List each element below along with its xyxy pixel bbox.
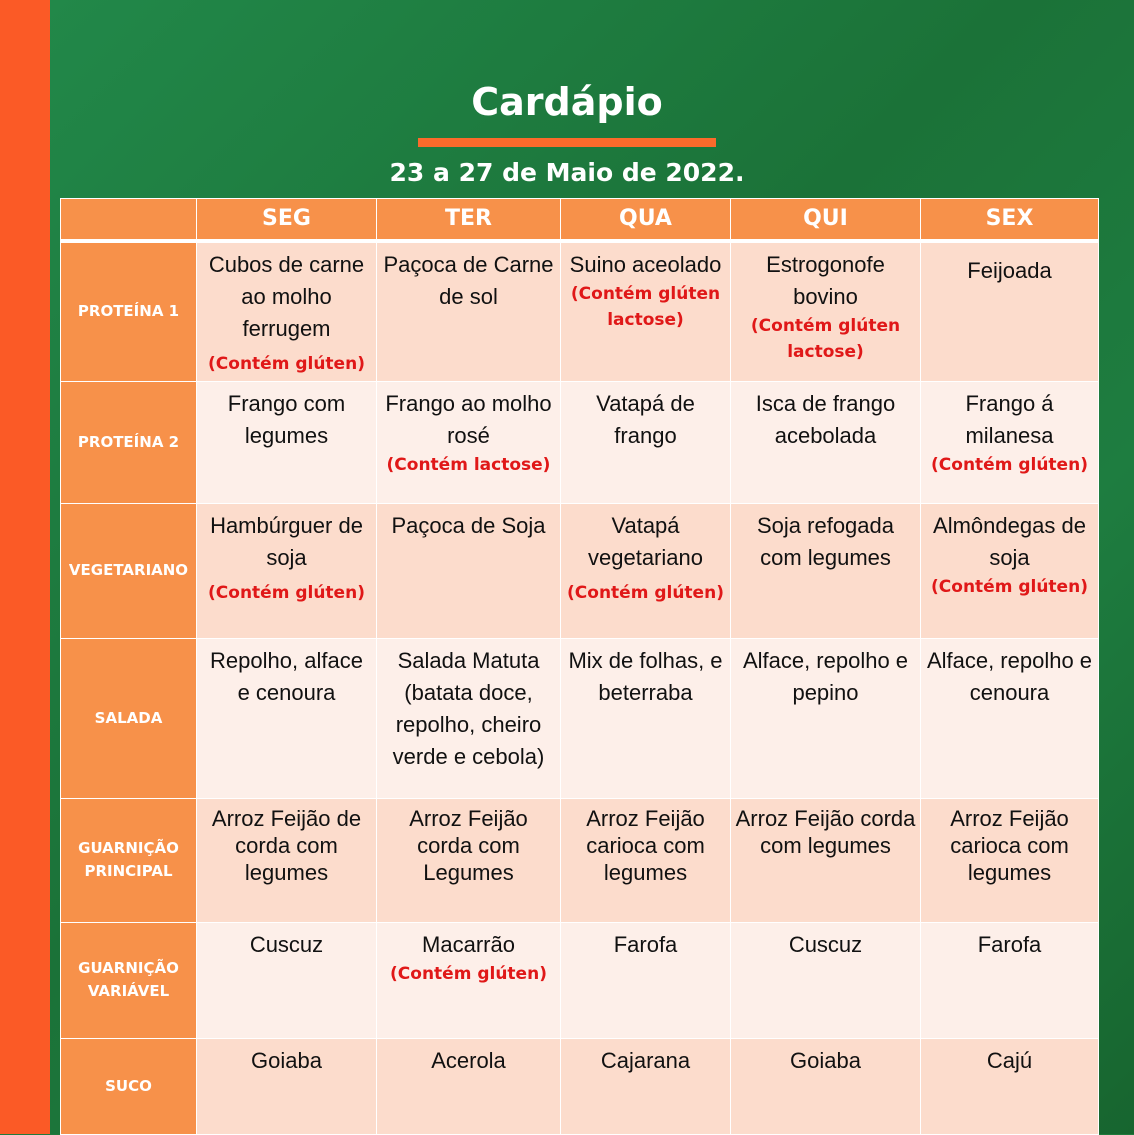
menu-cell <box>561 381 731 503</box>
dish-text: Hambúrguer de soja <box>210 512 363 570</box>
menu-cell <box>921 1038 1099 1134</box>
dish-text: Mix de folhas, e beterraba <box>568 647 723 705</box>
date-range: 23 a 27 de Maio de 2022. <box>389 158 745 187</box>
table-row <box>61 241 1099 381</box>
dish-text: Vatapá de frango <box>596 390 695 448</box>
table-row <box>61 638 1099 798</box>
page-title: Cardápio <box>471 80 663 124</box>
menu-cell <box>377 922 561 1038</box>
menu-cell <box>377 381 561 503</box>
menu-cell <box>731 381 921 503</box>
title-underline <box>418 138 716 147</box>
allergen-note: (Contém glúten) <box>208 582 365 603</box>
dish-text: Cuscuz <box>249 931 324 957</box>
dish-text: Salada Matuta (batata doce, repolho, cheiro verde e cebola) <box>392 647 545 769</box>
dish-text: Arroz Feijão corda com legumes <box>735 805 916 858</box>
row-label: SALADA <box>61 638 197 798</box>
menu-cell <box>197 241 377 381</box>
allergen-note: (Contém glúten) <box>567 582 724 603</box>
menu-cell <box>197 638 377 798</box>
dish-text: Cubos de carne ao molho ferrugem <box>208 252 365 341</box>
dish-text: Cuscuz <box>788 931 863 957</box>
menu-cell <box>731 638 921 798</box>
dish-text: Goiaba <box>251 1047 322 1073</box>
menu-cell <box>921 381 1099 503</box>
menu-cell <box>731 241 921 381</box>
row-label: GUARNIÇÃO VARIÁVEL <box>61 922 197 1038</box>
dish-text: Suino aceolado <box>569 252 722 277</box>
allergen-note: (Contém glúten) <box>931 454 1088 475</box>
allergen-note: (Contém glúten lactose) <box>750 316 901 362</box>
day-header-qua: QUA <box>561 199 731 242</box>
menu-cell <box>921 798 1099 922</box>
day-header-sex: SEX <box>921 199 1099 242</box>
menu-cell <box>197 798 377 922</box>
allergen-note: (Contém glúten lactose) <box>570 284 721 330</box>
menu-cell <box>197 1038 377 1134</box>
dish-text: Paçoca de Carne de sol <box>383 252 554 309</box>
table-row <box>61 922 1099 1038</box>
dish-text: Paçoca de Soja <box>391 512 546 538</box>
allergen-note: (Contém lactose) <box>386 454 551 475</box>
menu-cell <box>377 798 561 922</box>
dish-text: Isca de frango acebolada <box>755 390 896 448</box>
menu-cell <box>561 638 731 798</box>
menu-cell <box>921 922 1099 1038</box>
table-row <box>61 381 1099 503</box>
menu-cell <box>731 503 921 638</box>
dish-text: Acerola <box>431 1047 506 1073</box>
day-header-seg: SEG <box>197 199 377 242</box>
dish-text: Cajarana <box>600 1047 691 1073</box>
dish-text: Almôndegas de soja <box>933 512 1086 570</box>
corner-cell <box>61 199 197 242</box>
menu-cell <box>731 798 921 922</box>
dish-text: Farofa <box>613 931 678 957</box>
menu-cell <box>377 503 561 638</box>
menu-cell <box>731 922 921 1038</box>
menu-cell <box>561 503 731 638</box>
menu-cell <box>921 638 1099 798</box>
dish-text: Alface, repolho e cenoura <box>926 647 1093 705</box>
table-row <box>61 503 1099 638</box>
menu-cell <box>377 638 561 798</box>
allergen-note: (Contém glúten) <box>931 576 1088 597</box>
table-row <box>61 798 1099 922</box>
menu-cell <box>561 922 731 1038</box>
dish-text: Arroz Feijão carioca com legumes <box>586 805 705 885</box>
allergen-note: (Contém glúten) <box>208 354 365 374</box>
day-header-ter: TER <box>377 199 561 242</box>
dish-text: Vatapá vegetariano <box>588 512 703 570</box>
day-header-qui: QUI <box>731 199 921 242</box>
row-label: SUCO <box>61 1038 197 1134</box>
menu-cell <box>561 1038 731 1134</box>
dish-text: Frango com legumes <box>227 390 346 448</box>
menu-cell <box>377 1038 561 1134</box>
table-row <box>61 1038 1099 1134</box>
dish-text: Frango ao molho rosé <box>385 390 552 448</box>
dish-text: Soja refogada com legumes <box>757 512 894 570</box>
dish-text: Repolho, alface e cenoura <box>210 647 363 705</box>
dish-text: Arroz Feijão corda com Legumes <box>409 805 528 885</box>
menu-table <box>60 198 1099 1135</box>
dish-text: Farofa <box>977 931 1042 957</box>
menu-cell <box>197 503 377 638</box>
dish-text: Goiaba <box>790 1047 861 1073</box>
row-label: GUARNIÇÃO PRINCIPAL <box>61 798 197 922</box>
menu-cell <box>921 241 1099 381</box>
row-label: VEGETARIANO <box>61 503 197 638</box>
menu-cell <box>197 381 377 503</box>
dish-text: Arroz Feijão de corda com legumes <box>211 805 362 885</box>
dish-text: Macarrão <box>422 931 515 957</box>
table-header-row <box>61 199 1099 242</box>
dish-text: Frango á milanesa <box>965 390 1054 448</box>
menu-cell <box>921 503 1099 638</box>
dish-text: Feijoada <box>967 258 1052 283</box>
menu-cell <box>731 1038 921 1134</box>
dish-text: Estrogonofe bovino <box>766 252 885 309</box>
allergen-note: (Contém glúten) <box>390 963 547 984</box>
row-label: PROTEÍNA 2 <box>61 381 197 503</box>
menu-cell <box>377 241 561 381</box>
menu-cell <box>561 798 731 922</box>
row-label: PROTEÍNA 1 <box>61 241 197 381</box>
dish-text: Arroz Feijão carioca com legumes <box>950 805 1069 885</box>
menu-cell <box>197 922 377 1038</box>
dish-text: Alface, repolho e pepino <box>742 647 909 705</box>
dish-text: Cajú <box>986 1047 1033 1073</box>
menu-cell <box>561 241 731 381</box>
